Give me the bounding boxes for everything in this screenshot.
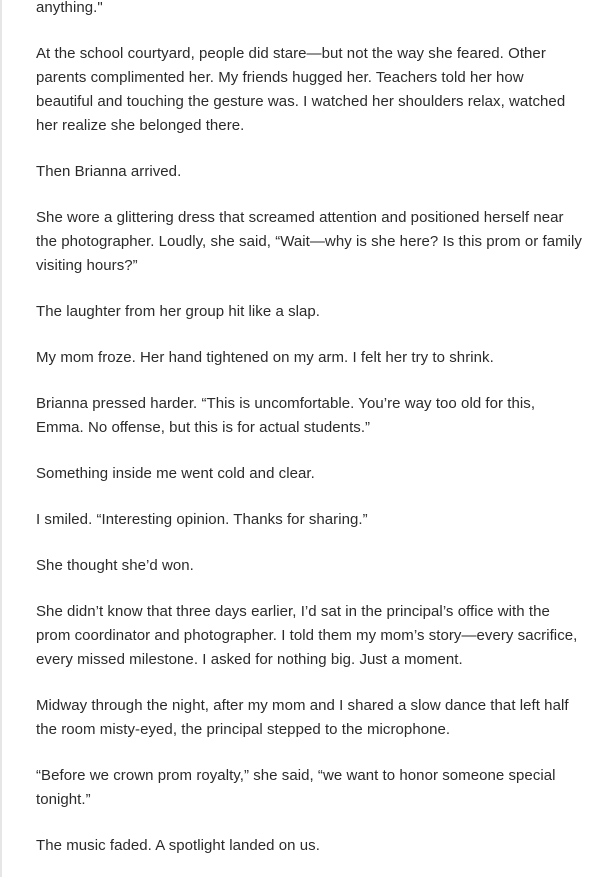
paragraph: The laughter from her group hit like a slap. — [36, 303, 321, 320]
paragraph: She didn’t know that three days earlier, I’d sat in the principal’s office with the prom coordinator and photographer. I told them my mom’s story—every sacrifice, every missed milestone. I asked for nothing big. Just a moment. — [36, 603, 578, 668]
paragraph: She thought she’d won. — [36, 557, 194, 574]
paragraph: “Before we crown prom royalty,” she said, “we want to honor someone special tonight.” — [36, 767, 556, 808]
paragraph: Something inside me went cold and clear. — [36, 465, 315, 482]
paragraph: Midway through the night, after my mom and I shared a slow dance that left half the room misty-eyed, the principal stepped to the microphone. — [36, 697, 569, 738]
paragraph: At the school courtyard, people did stare—but not the way she feared. Other parents complimented her. My friends hugged her. Teachers told her how beautiful and touching the gesture was. I watched her shoulders relax, watched her realize she belonged there. — [36, 45, 566, 134]
paragraph: I smiled. “Interesting opinion. Thanks for sharing.” — [36, 511, 368, 528]
paragraph: Then Brianna arrived. — [36, 163, 182, 180]
paragraph: Brianna pressed harder. “This is uncomfortable. You’re way too old for this, Emma. No offense, but this is for actual students.” — [36, 395, 536, 436]
left-border — [0, 0, 2, 877]
paragraph: My mom froze. Her hand tightened on my arm. I felt her try to shrink. — [36, 349, 494, 366]
paragraph: anything." — [36, 0, 103, 16]
article-body — [36, 0, 584, 880]
paragraph: She wore a glittering dress that screamed attention and positioned herself near the photographer. Loudly, she said, “Wait—why is she here? Is this prom or family visiting hours?” — [36, 209, 582, 274]
paragraph: The music faded. A spotlight landed on us. — [36, 837, 320, 854]
